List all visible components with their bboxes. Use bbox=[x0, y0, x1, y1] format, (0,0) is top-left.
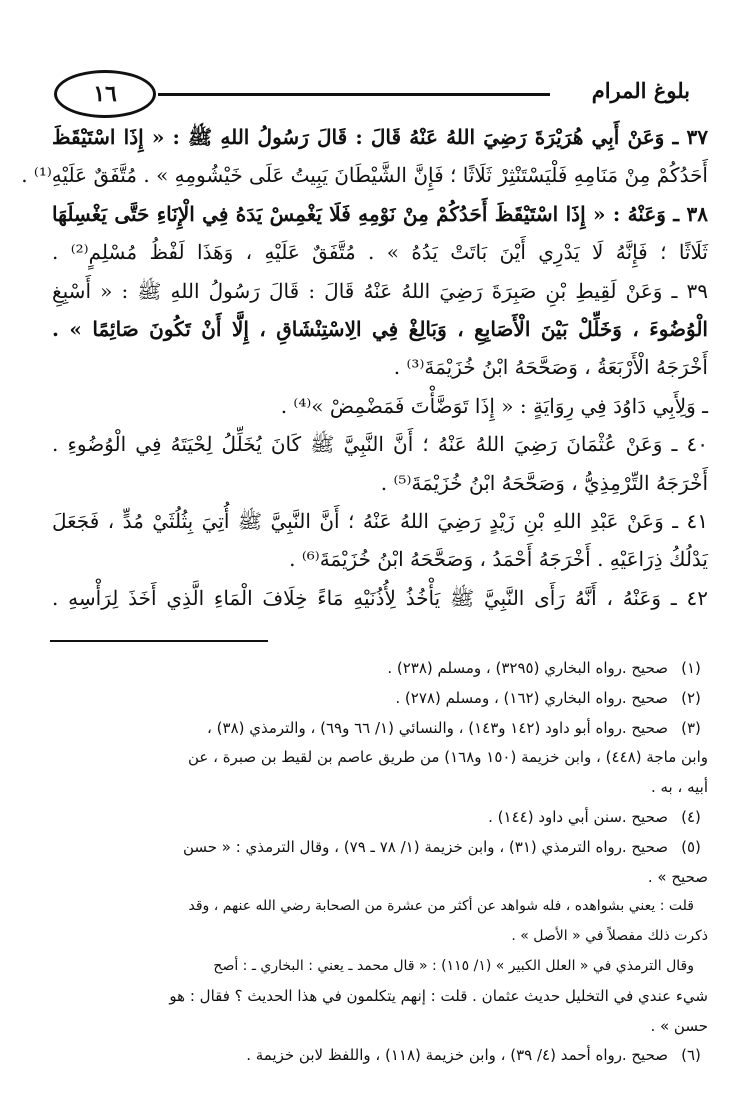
footnote-3-continued: أبيه ، به . bbox=[650, 778, 708, 797]
hadith-39-line-2: الْوُضُوءَ ، وَخَلِّلْ بَيْنَ الْأَصَابِعِ ، وَبَالِغْ فِي الِاسْتِنْشَاقِ ، إِلَّا أَنْ تَكُونَ صَائِمًا » . bbox=[52, 316, 708, 341]
footnote-grade: صحيح . bbox=[621, 1046, 668, 1065]
footnote-1 bbox=[52, 654, 708, 684]
hadith-42-line-1: ٤٢ ـ وَعَنْهُ ، أَنَّهُ رَأَى النَّبِيَّ ﷺ يَأْخُذُ لِأُذُنَيْهِ مَاءً خِلَافَ الْمَاءِ الَّذِي أَخَذَ لِرَأْسِهِ . bbox=[52, 585, 708, 610]
footnote-separator bbox=[50, 640, 268, 642]
hadith-41-line-2: يَدْلُكُ ذِرَاعَيْهِ . أَخْرَجَهُ أَحْمَدُ ، وَصَحَّحَهُ ابْنُ خُزَيْمَةَ⁽⁶⁾ . bbox=[289, 547, 708, 572]
footnote-5-comment: حسن » . bbox=[650, 1016, 708, 1035]
footnote-text: سنن أبي داود (١٤٤) . bbox=[488, 807, 622, 826]
hadith-39-line-1: ٣٩ ـ وَعَنْ لَقِيطِ بْنِ صَبِرَةَ رَضِيَ اللهُ عَنْهُ قَالَ : قَالَ رَسُولُ اللهِ ﷺ : « أَسْبِغِ bbox=[52, 278, 709, 303]
hadith-39-line-3: أَخْرَجَهُ الْأَرْبَعَةُ ، وَصَحَّحَهُ ابْنُ خُزَيْمَةَ⁽³⁾ . bbox=[393, 355, 708, 380]
footnote-grade: صحيح . bbox=[621, 718, 668, 737]
footnote-text: رواه أبو داود (١٤٢ و١٤٣) ، والنسائي (١/ ٦٦ و٦٩) ، والترمذي (٣٨) ، bbox=[207, 718, 622, 737]
footnote-3-continued: وابن ماجة (٤٤٨) ، وابن خزيمة (١٥٠ و١٦٨) من طريق عاصم بن لقيط بن صبرة ، عن bbox=[188, 748, 708, 767]
footnote-number: (٥) bbox=[681, 837, 701, 856]
footnote-grade: صحيح . bbox=[621, 688, 668, 707]
footnote-number: (٢) bbox=[681, 688, 701, 707]
footnote-3 bbox=[52, 714, 708, 744]
footnote-grade: صحيح . bbox=[621, 659, 668, 677]
hadith-41-line-1: ٤١ ـ وَعَنْ عَبْدِ اللهِ بْنِ زَيْدٍ رَضِيَ اللهُ عَنْهُ ؛ أَنَّ النَّبِيَّ ﷺ أُتِيَ بِثُلُثَيْ مُدٍّ ، فَجَعَلَ bbox=[52, 508, 708, 533]
footnote-6 bbox=[52, 1041, 708, 1071]
footnote-grade: صحيح . bbox=[621, 807, 668, 826]
footnotes bbox=[52, 654, 708, 1071]
footnote-5-comment: شيء عندي في التخليل حديث عثمان . قلت : إنهم يتكلمون في هذا الحديث ؟ فقال : هو bbox=[169, 986, 708, 1005]
footnote-number: (٣) bbox=[681, 718, 701, 737]
footnote-number: (٦) bbox=[681, 1046, 701, 1065]
footnote-number: (٤) bbox=[681, 807, 701, 826]
footnote-number: (١) bbox=[681, 659, 701, 677]
footnote-2 bbox=[52, 684, 708, 714]
page-number: ١٦ bbox=[54, 70, 156, 118]
footnote-4 bbox=[52, 803, 708, 833]
page-header bbox=[50, 70, 690, 116]
footnote-text: رواه الترمذي (٣١) ، وابن خزيمة (١/ ٧٨ ـ ٧٩) ، وقال الترمذي : « حسن bbox=[182, 837, 622, 856]
hadith-38-line-1: ٣٨ ـ وَعَنْهُ : « إِذَا اسْتَيْقَظَ أَحَدُكُمْ مِنْ نَوْمِهِ فَلَا يَغْمِسْ يَدَهُ فِي الْإِنَاءِ حَتَّى يَغْسِلَهَا bbox=[52, 201, 708, 226]
hadith-37-line-2: أَحَدُكُمْ مِنْ مَنَامِهِ فَلْيَسْتَنْثِرْ ثَلَاثًا ؛ فَإِنَّ الشَّيْطَانَ يَبِيتُ عَلَى خَيْشُومِهِ » . مُتَّفَقٌ عَلَيْهِ⁽¹⁾ . bbox=[21, 163, 708, 188]
footnote-text: رواه البخاري (٣٢٩٥) ، ومسلم (٢٣٨) . bbox=[387, 659, 622, 677]
hadith-38-line-2: ثَلَاثًا ؛ فَإِنَّهُ لَا يَدْرِي أَيْنَ بَاتَتْ يَدُهُ » . مُتَّفَقٌ عَلَيْهِ ، وَهَذَا لَفْظُ مُسْلِمٍ⁽²⁾ . bbox=[52, 240, 708, 265]
hadith-40-line-1: ٤٠ ـ وَعَنْ عُثْمَانَ رَضِيَ اللهُ عَنْهُ ؛ أَنَّ النَّبِيَّ ﷺ كَانَ يُخَلِّلُ لِحْيَتَهُ فِي الْوُضُوءِ . bbox=[52, 432, 708, 457]
hadith-40-line-2: أَخْرَجَهُ التِّرْمِذِيُّ ، وَصَحَّحَهُ ابْنُ خُزَيْمَةَ⁽⁵⁾ . bbox=[380, 470, 708, 495]
footnote-text: رواه أحمد (٤/ ٣٩) ، وابن خزيمة (١١٨) ، واللفظ لابن خزيمة . bbox=[246, 1046, 622, 1065]
running-title: بلوغ المرام bbox=[591, 78, 690, 103]
footnote-5 bbox=[52, 833, 708, 863]
footnote-5-comment: قلت : يعني بشواهده ، فله شواهد عن أكثر من عشرة من الصحابة رضي الله عنهم ، وقد bbox=[188, 898, 694, 915]
hadith-39-variant: ـ وَلِأَبِي دَاوُدَ فِي رِوَايَةٍ : « إِذَا تَوَضَّأْتَ فَمَضْمِضْ »⁽⁴⁾ . bbox=[280, 393, 708, 418]
footnote-5-comment: وقال الترمذي في « العلل الكبير » (١/ ١١٥) : « قال محمد ـ يعني : البخاري ـ : أصح bbox=[213, 957, 694, 974]
footnote-5-comment: ذكرت ذلك مفصلاً في « الأصل » . bbox=[511, 928, 708, 945]
footnote-grade: صحيح . bbox=[621, 837, 668, 856]
main-text bbox=[21, 118, 709, 617]
hadith-37-line-1: ٣٧ ـ وَعَنْ أَبِي هُرَيْرَةَ رَضِيَ اللهُ عَنْهُ قَالَ : قَالَ رَسُولُ اللهِ ﷺ : « إِذَا اسْتَيْقَظَ bbox=[52, 125, 708, 149]
footnote-text: رواه البخاري (١٦٢) ، ومسلم (٢٧٨) . bbox=[395, 688, 622, 707]
footnote-5-continued: صحيح » . bbox=[647, 867, 708, 886]
header-rule bbox=[158, 93, 550, 96]
